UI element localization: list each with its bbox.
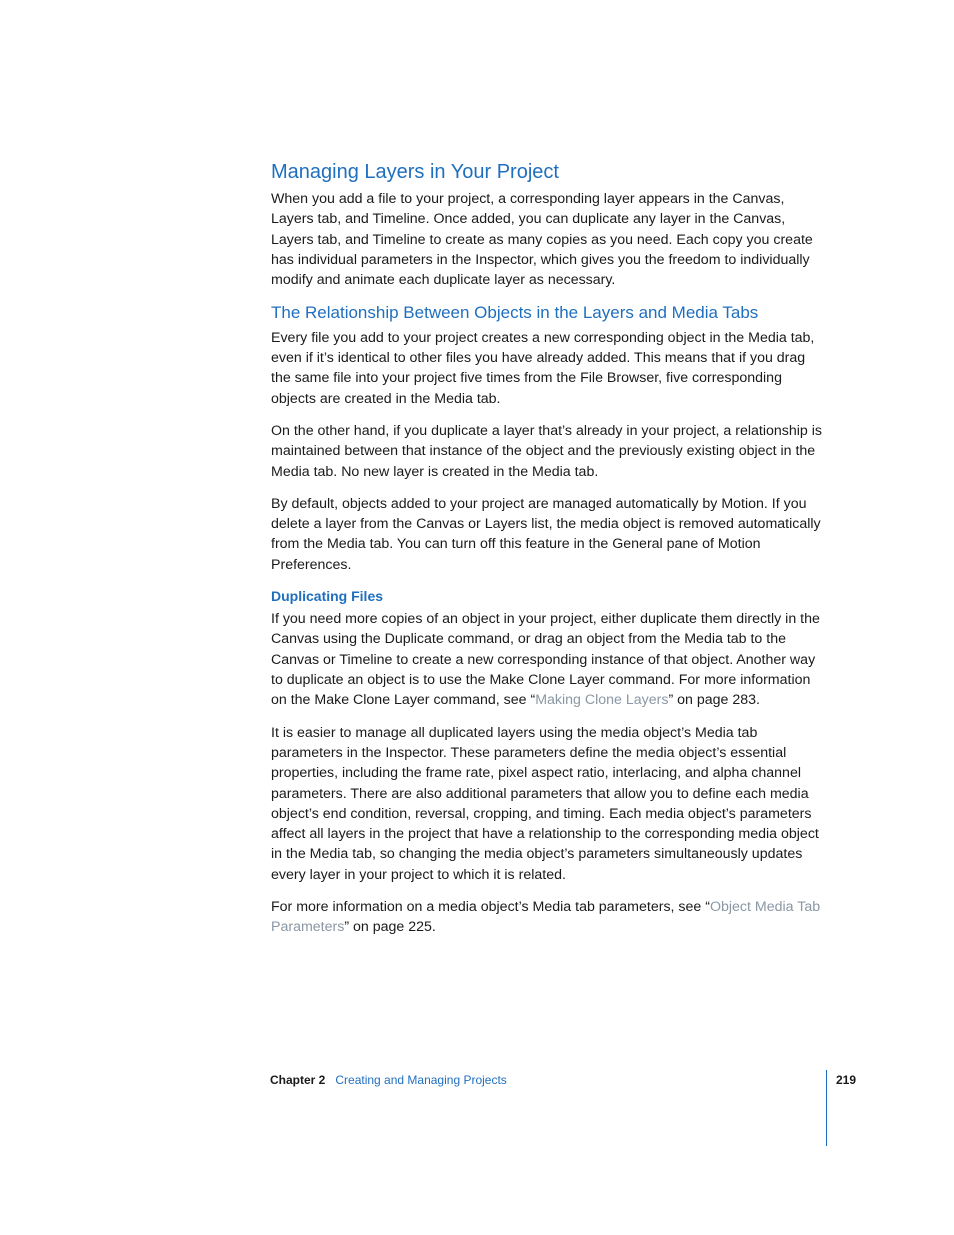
- subsection-heading: Duplicating Files: [271, 588, 384, 604]
- object-media-tab-parameters-link[interactable]: Object Media Tab Parameters: [271, 899, 821, 936]
- paragraph-text: For more information on a media object’s Media tab parameters, see “: [271, 899, 710, 916]
- body-paragraph: Every file you add to your project creates a new corresponding object in the Media tab, even if it’s identical to other files you have already added. This means that if you drag the same file into your project five times from the File Browser, five corresponding objects are created in the Media tab.: [271, 329, 815, 407]
- paragraph-text: If you need more copies of an object in your project, either duplicate them directly in the Canvas using the Duplicate command, or drag an object from the Media tab to the Canvas or Timeline to create a new corresponding instance of that object. Another way to duplicate an object is to use the Make Clone Layer command. For more information on the Make Clone Layer command, see “: [271, 611, 820, 709]
- section-heading: The Relationship Between Objects in the Layers and Media Tabs: [271, 303, 759, 323]
- page-number: 219: [836, 1073, 857, 1087]
- making-clone-layers-link[interactable]: Making Clone Layers: [535, 692, 669, 709]
- page-title: Managing Layers in Your Project: [271, 161, 559, 183]
- body-paragraph: [271, 609, 827, 710]
- footer-divider: [826, 1070, 827, 1146]
- chapter-title: Creating and Managing Projects: [335, 1073, 507, 1087]
- body-paragraph: It is easier to manage all duplicated layers using the media object’s Media tab parameters in the Inspector. These parameters define the media object’s essential properties, including the frame rate, pixel aspect ratio, interlacing, and alpha channel parameters. There are also additional parameters that allow you to define each media object’s end condition, reversal, cropping, and timing. Each media object’s parameters affect all layers in the project that have a relationship to the corresponding media object in the Media tab, so changing the media object’s parameters simultaneously updates every layer in your project to which it is related.: [271, 724, 819, 883]
- paragraph-text: ” on page 225.: [344, 919, 436, 936]
- paragraph-text: ” on page 283.: [668, 692, 760, 709]
- body-paragraph: [271, 897, 827, 938]
- chapter-label: Chapter 2: [270, 1073, 326, 1087]
- intro-paragraph: When you add a file to your project, a corresponding layer appears in the Canvas, Layers tab, and Timeline. Once added, you can duplicate any layer in the Canvas, Layers tab, and Timeline to create as many copies as you need. Each copy you create has individual parameters in the Inspector, which gives you the freedom to individually modify and animate each duplicate layer as necessary.: [271, 191, 813, 289]
- page-footer: [270, 1072, 507, 1088]
- page-content: [271, 160, 827, 950]
- body-paragraph: By default, objects added to your project are managed automatically by Motion. If you delete a layer from the Canvas or Layers list, the media object is removed automatically from the Media tab. You can turn off this feature in the General pane of Motion Preferences.: [271, 495, 821, 573]
- body-paragraph: On the other hand, if you duplicate a layer that’s already in your project, a relationship is maintained between that instance of the object and the previously existing object in the Media tab. No new layer is created in the Media tab.: [271, 422, 823, 480]
